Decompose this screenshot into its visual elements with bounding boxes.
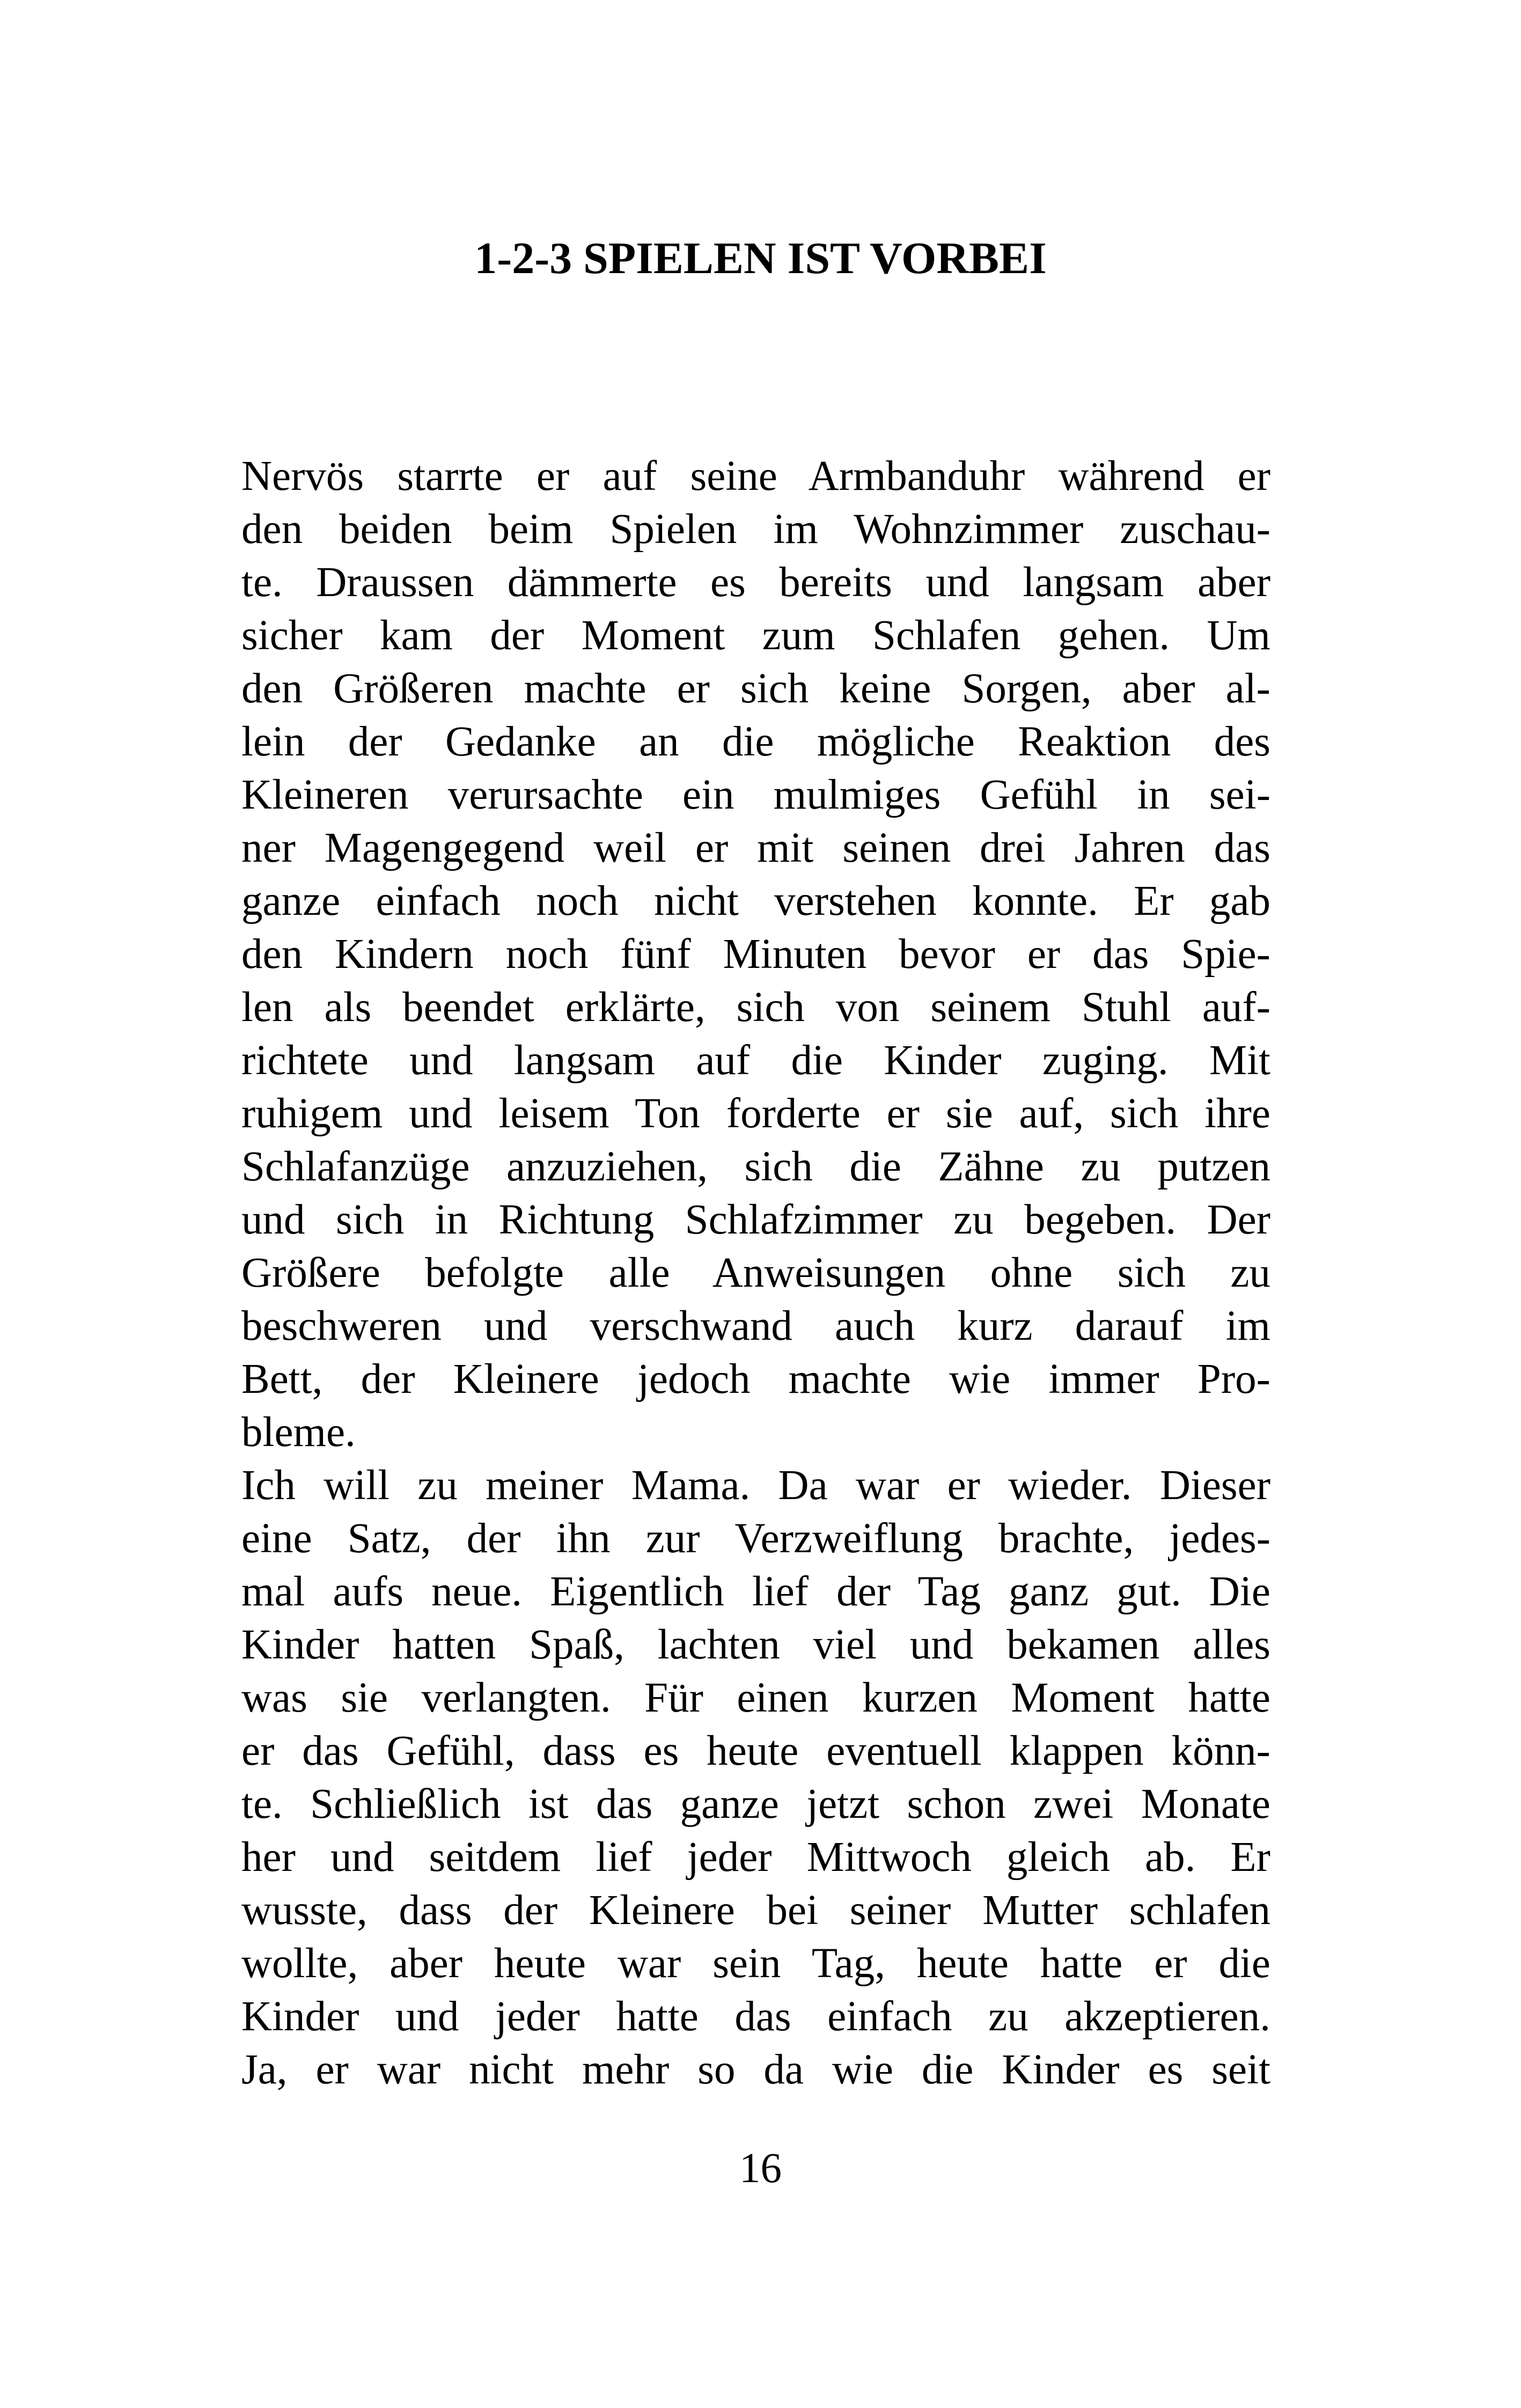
- text-line: sicher kam der Moment zum Schlafen gehen. Um: [241, 612, 1270, 659]
- text-line: den Größeren machte er sich keine Sorgen, aber al-: [241, 665, 1270, 712]
- paragraph: [241, 1459, 1270, 2096]
- text-line: Nervös starrte er auf seine Armbanduhr während er: [241, 453, 1270, 500]
- text-line: bleme.: [241, 1409, 356, 1456]
- text-line: lein der Gedanke an die mögliche Reaktion des: [241, 718, 1270, 765]
- text-line: Ja, er war nicht mehr so da wie die Kinder es seit: [241, 2046, 1270, 2093]
- page-number: 16: [739, 2145, 782, 2192]
- text-line: te. Draussen dämmerte es bereits und langsam aber: [241, 559, 1270, 606]
- text-line: und sich in Richtung Schlafzimmer zu begeben. Der: [241, 1196, 1270, 1243]
- text-line: er das Gefühl, dass es heute eventuell klappen könn-: [241, 1728, 1270, 1774]
- text-line: den Kindern noch fünf Minuten bevor er das Spie-: [241, 931, 1270, 978]
- text-line: was sie verlangten. Für einen kurzen Moment hatte: [241, 1675, 1270, 1721]
- text-line: Kinder und jeder hatte das einfach zu akzeptieren.: [241, 1993, 1270, 2040]
- text-line: wollte, aber heute war sein Tag, heute hatte er die: [241, 1940, 1270, 1987]
- text-line: Kleineren verursachte ein mulmiges Gefühl in sei-: [241, 772, 1270, 818]
- text-line: richtete und langsam auf die Kinder zuging. Mit: [241, 1037, 1270, 1084]
- text-line: Ich will zu meiner Mama. Da war er wieder. Dieser: [241, 1462, 1270, 1509]
- text-line: te. Schließlich ist das ganze jetzt schon zwei Monate: [241, 1781, 1270, 1827]
- text-line: Kinder hatten Spaß, lachten viel und bekamen alles: [241, 1621, 1270, 1668]
- text-line: beschweren und verschwand auch kurz darauf im: [241, 1303, 1270, 1349]
- text-line: eine Satz, der ihn zur Verzweiflung brachte, jedes-: [241, 1515, 1270, 1562]
- text-line: Schlafanzüge anzuziehen, sich die Zähne zu putzen: [241, 1143, 1270, 1190]
- text-line: len als beendet erklärte, sich von seinem Stuhl auf-: [241, 984, 1270, 1031]
- paragraph: [241, 450, 1270, 1459]
- text-line: ner Magengegend weil er mit seinen drei Jahren das: [241, 825, 1270, 871]
- text-line: ganze einfach noch nicht verstehen konnte. Er gab: [241, 878, 1270, 924]
- text-line: Bett, der Kleinere jedoch machte wie immer Pro-: [241, 1356, 1270, 1403]
- text-line: den beiden beim Spielen im Wohnzimmer zuschau-: [241, 506, 1270, 553]
- body-text: [241, 450, 1270, 2096]
- text-line: mal aufs neue. Eigentlich lief der Tag ganz gut. Die: [241, 1568, 1270, 1615]
- chapter-title: 1-2-3 SPIELEN IST VORBEI: [474, 233, 1047, 283]
- text-line: ruhigem und leisem Ton forderte er sie auf, sich ihre: [241, 1090, 1270, 1137]
- text-line: her und seitdem lief jeder Mittwoch gleich ab. Er: [241, 1834, 1270, 1881]
- text-line: Größere befolgte alle Anweisungen ohne sich zu: [241, 1250, 1270, 1296]
- text-line: wusste, dass der Kleinere bei seiner Mutter schlafen: [241, 1887, 1270, 1934]
